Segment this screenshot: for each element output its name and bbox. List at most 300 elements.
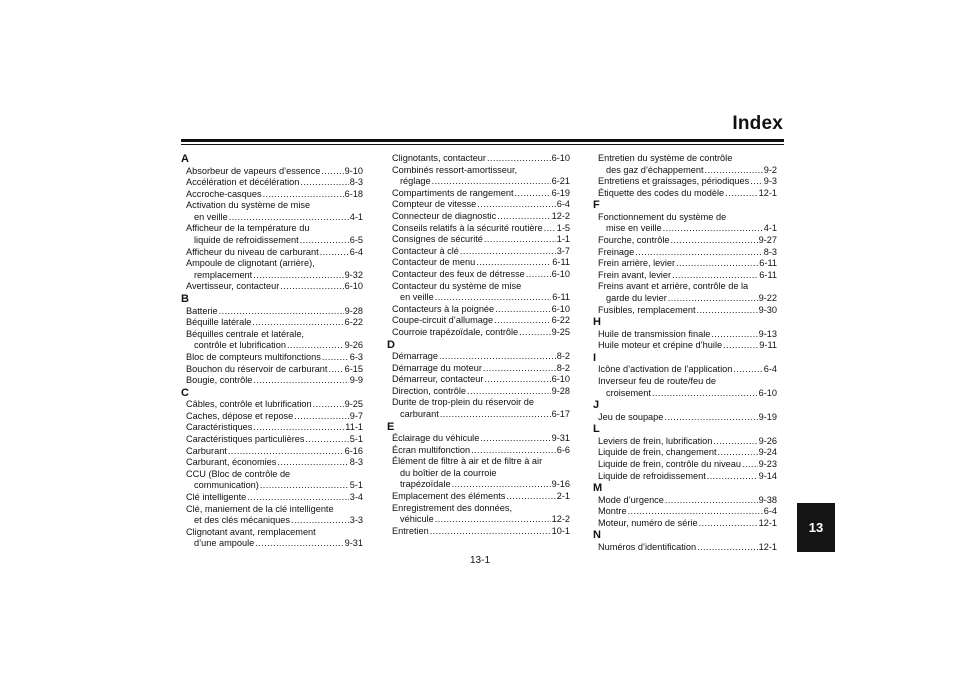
leader-dots [440, 409, 551, 421]
section-letter: L [593, 423, 600, 436]
leader-dots [718, 447, 758, 459]
index-entry [387, 257, 570, 269]
index-entry-page: 6-10 [344, 281, 363, 292]
leader-dots [484, 374, 550, 386]
index-entry-page: 9-26 [758, 435, 777, 446]
index-entry-text: Bouchon du réservoir de carburant [186, 363, 328, 374]
index-entry-page: 6-10 [551, 374, 570, 385]
index-entry-text: Démarrage du moteur [392, 362, 482, 373]
leader-dots [628, 506, 763, 518]
index-entry-text: Afficheur du niveau de carburant [186, 246, 319, 257]
index-entry-page: 9-24 [758, 447, 777, 458]
index-entry-text: Icône d’activation de l’application [598, 364, 733, 375]
index-entry-text: carburant [400, 408, 439, 419]
index-entry-page: 3-7 [556, 245, 570, 256]
index-entry-text: Numéros d’identification [598, 541, 697, 552]
leader-dots [435, 292, 552, 304]
leader-dots [460, 246, 556, 258]
leader-dots [439, 351, 556, 363]
index-entry [387, 199, 570, 211]
index-entry-page: 6-21 [551, 176, 570, 187]
leader-dots [672, 270, 758, 282]
index-entry-text: trapézoïdale [400, 479, 451, 490]
index-entry [593, 340, 777, 352]
index-entry [181, 281, 363, 293]
index-entry [387, 304, 570, 316]
leader-dots [497, 211, 550, 223]
page-number: 13-1 [469, 555, 490, 566]
leader-dots [294, 411, 348, 423]
index-entry [593, 506, 777, 518]
index-entry-page: 2-1 [556, 491, 570, 502]
index-entry-page: 9-16 [551, 479, 570, 490]
leader-dots [484, 234, 556, 246]
index-entry-text: Caractéristiques particulières [186, 433, 305, 444]
index-entry [387, 433, 570, 445]
index-entry-page: 9-32 [344, 269, 363, 280]
index-entry-text: Clignotants, contacteur [392, 153, 486, 163]
index-entry-text: Contacteur du système de mise [392, 280, 522, 291]
leader-dots [476, 257, 551, 269]
index-entry-text: Avertisseur, contacteur [186, 281, 280, 292]
index-entry [181, 189, 363, 201]
index-entry-text: Fusibles, remplacement [598, 304, 696, 315]
index-entry [181, 538, 363, 550]
index-entry-text: Freinage [598, 246, 635, 257]
index-entry-page: 6-10 [758, 387, 777, 398]
leader-dots [253, 270, 343, 282]
index-entry-page: 9-26 [344, 340, 363, 351]
section-letter: D [387, 338, 395, 351]
index-entry-page: 6-11 [552, 257, 570, 268]
leader-dots [252, 317, 343, 329]
section-letter: M [593, 482, 603, 495]
index-entry [181, 411, 363, 423]
index-entry-page: 10-1 [551, 525, 570, 536]
page-title: Index [732, 113, 783, 134]
index-entry-page: 6-11 [759, 258, 777, 269]
index-entry-text: Carburant, économies [186, 457, 277, 468]
index-entry-page: 9-7 [349, 410, 363, 421]
index-entry [593, 258, 777, 270]
index-entry [181, 399, 363, 411]
index-entry-text: Câbles, contrôle et lubrification [186, 399, 312, 410]
index-entry-page: 4-1 [349, 211, 363, 222]
index-entry-text: Entretien [392, 525, 429, 536]
leader-dots [506, 491, 555, 503]
index-entry-page: 6-4 [763, 364, 777, 375]
index-entry [593, 436, 777, 448]
index-entry-text: croisement [606, 387, 651, 398]
index-entry [181, 446, 363, 458]
section-letter: H [593, 316, 601, 329]
index-entry [593, 471, 777, 483]
index-entry-text: Afficheur de la température du [186, 223, 310, 234]
index-entry-page: 9-31 [344, 538, 363, 549]
index-entry-text: Contacteur de menu [392, 257, 476, 268]
leader-dots [228, 446, 344, 458]
index-entry-text: Béquilles centrale et latérale, [186, 328, 304, 339]
leader-dots [247, 492, 348, 504]
index-entry-text: véhicule [400, 514, 434, 525]
index-entry-page: 6-4 [556, 199, 570, 210]
index-entry [181, 306, 363, 318]
index-entry-text: Connecteur de diagnostic [392, 210, 497, 221]
index-entry-page: 9-14 [758, 470, 777, 481]
index-entry-text: Jeu de soupape [598, 411, 664, 422]
section-letter: F [593, 199, 600, 212]
index-entry [387, 526, 570, 538]
leader-dots [321, 166, 343, 178]
index-entry-page: 6-22 [551, 315, 570, 326]
index-entry-page: 9-27 [758, 235, 777, 246]
section-letter: N [593, 529, 601, 542]
index-entry-text: Démarreur, contacteur [392, 374, 484, 385]
index-entry [181, 434, 363, 446]
leader-dots [725, 188, 757, 200]
index-entry-text: réglage [400, 176, 431, 187]
index-entry-text: en veille [194, 211, 228, 222]
index-entry-page: 9-25 [344, 399, 363, 410]
index-entry-text: Inverseur feu de route/feu de [598, 376, 716, 386]
index-entry [181, 270, 363, 282]
leader-dots [665, 495, 758, 507]
index-entry [181, 375, 363, 387]
leader-dots [676, 258, 758, 270]
index-entry-page: 6-10 [551, 303, 570, 314]
index-entry-text: Freins avant et arrière, contrôle de la [598, 281, 749, 292]
leader-dots [219, 306, 344, 318]
index-entry-text: Élément de filtre à air et de filtre à air [392, 456, 543, 467]
index-entry [181, 177, 363, 189]
index-entry [387, 351, 570, 363]
index-entry-page: 8-3 [349, 177, 363, 188]
index-entry-text: en veille [400, 292, 434, 303]
leader-dots [229, 212, 349, 224]
leader-dots [471, 445, 556, 457]
leader-dots [711, 329, 757, 341]
index-entry-text: Clé, maniement de la clé intelligente [186, 503, 334, 514]
index-entry-text: Combinés ressort-amortisseur, [392, 164, 518, 175]
index-entry [181, 235, 363, 247]
index-entry-page: 8-3 [349, 457, 363, 468]
index-entry [593, 188, 777, 200]
leader-dots [432, 176, 551, 188]
index-entry-page: 6-16 [344, 445, 363, 456]
index-entry-page: 6-5 [349, 235, 363, 246]
index-entry-text: Direction, contrôle [392, 385, 467, 396]
index-entry-text: Démarrage [392, 351, 438, 361]
leader-dots [515, 188, 551, 200]
leader-dots [253, 375, 348, 387]
leader-dots [544, 223, 556, 235]
index-entry-page: 6-18 [344, 188, 363, 199]
index-column-1 [181, 153, 363, 550]
index-entry-page: 6-4 [763, 506, 777, 517]
index-entry-text: Contacteurs à la poignée [392, 303, 495, 314]
index-entry-page: 8-2 [556, 351, 570, 361]
leader-dots [697, 305, 758, 317]
leader-dots [483, 363, 556, 375]
leader-dots [487, 153, 551, 165]
leader-dots [723, 340, 758, 352]
index-entry [387, 315, 570, 327]
index-entry [593, 223, 777, 235]
leader-dots [671, 235, 758, 247]
index-entry [593, 388, 777, 400]
index-entry-page: 12-1 [758, 541, 777, 552]
index-entry-page: 6-22 [344, 317, 363, 328]
index-entry-text: Conseils relatifs à la sécurité routière [392, 222, 543, 233]
index-entry [181, 480, 363, 492]
index-entry-page: 9-2 [763, 164, 777, 175]
section-letter: J [593, 399, 600, 412]
index-entry-text: Éclairage du véhicule [392, 433, 480, 444]
index-entry-text: Mode d’urgence [598, 494, 664, 505]
index-entry [181, 340, 363, 352]
index-entry [387, 211, 570, 223]
index-entry-text: Ampoule de clignotant (arrière), [186, 258, 315, 269]
index-entry-text: communication) [194, 480, 259, 491]
index-entry [593, 459, 777, 471]
index-entry [593, 364, 777, 376]
index-entry-text: Contacteur à clé [392, 245, 459, 256]
index-entry-page: 9-22 [758, 293, 777, 304]
header-rule-thick [181, 139, 784, 142]
leader-dots [263, 189, 344, 201]
index-entry-text: Batterie [186, 305, 218, 316]
index-entry [593, 447, 777, 459]
index-entry-text: Fonctionnement du système de [598, 211, 727, 222]
index-entry-text: Fourche, contrôle [598, 235, 670, 246]
leader-dots [291, 515, 349, 527]
leader-dots [519, 327, 550, 339]
index-entry [593, 270, 777, 282]
leader-dots [750, 176, 763, 188]
index-entry-page: 12-1 [758, 187, 777, 198]
index-entry-text: Caches, dépose et repose [186, 410, 294, 421]
index-entry-text: CCU (Bloc de contrôle de [186, 468, 291, 479]
index-entry [387, 176, 570, 188]
index-entry-page: 6-11 [759, 269, 777, 280]
leader-dots [435, 514, 551, 526]
index-entry-text: Clignotant avant, remplacement [186, 526, 316, 537]
leader-dots [697, 542, 758, 554]
index-entry [181, 492, 363, 504]
leader-dots [713, 436, 757, 448]
index-entry-page: 6-10 [551, 268, 570, 279]
leader-dots [328, 364, 343, 376]
section-letter: C [181, 386, 189, 399]
index-entry [181, 422, 363, 434]
index-entry-page: 9-10 [344, 165, 363, 176]
index-entry [181, 457, 363, 469]
leader-dots [255, 538, 343, 550]
leader-dots [430, 526, 551, 538]
index-entry [593, 542, 777, 554]
index-entry [181, 212, 363, 224]
section-letter: E [387, 420, 395, 433]
index-entry [387, 153, 570, 165]
section-letter: B [181, 293, 189, 306]
index-entry-text: Carburant [186, 445, 227, 456]
leader-dots [452, 479, 551, 491]
index-entry-text: Enregistrement des données, [392, 502, 513, 513]
index-entry-text: Compteur de vitesse [392, 199, 477, 210]
index-entry-text: Compartiments de rangement [392, 187, 514, 198]
index-entry-text: liquide de refroidissement [194, 235, 299, 246]
index-entry-page: 3-4 [349, 491, 363, 502]
index-entry-page: 1-1 [556, 234, 570, 245]
index-entry-text: Étiquette des codes du modèle [598, 187, 725, 198]
index-entry-page: 9-3 [763, 176, 777, 187]
index-entry [387, 514, 570, 526]
index-entry [387, 234, 570, 246]
index-entry [593, 176, 777, 188]
index-entry-text: Frein avant, levier [598, 269, 672, 280]
index-entry-text: d’une ampoule [194, 538, 255, 549]
index-entry [593, 247, 777, 259]
leader-dots [280, 281, 343, 293]
index-entry [181, 515, 363, 527]
index-entry-text: Montre [598, 506, 627, 517]
index-entry-text: remplacement [194, 269, 253, 280]
header-rule-thin [181, 144, 784, 145]
index-column-3 [593, 153, 777, 554]
index-entry [593, 495, 777, 507]
index-entry-page: 9-31 [551, 433, 570, 444]
index-entry-text: Écran multifonction [392, 444, 471, 455]
index-entry-text: Accélération et décélération [186, 177, 300, 188]
leader-dots [495, 304, 550, 316]
leader-dots [668, 293, 758, 305]
index-entry-page: 9-13 [758, 328, 777, 339]
index-entry-text: Courroie trapézoïdale, contrôle [392, 326, 519, 337]
leader-dots [663, 223, 763, 235]
index-entry-page: 9-30 [758, 304, 777, 315]
index-entry-page: 9-28 [344, 305, 363, 316]
index-entry [387, 223, 570, 235]
leader-dots [705, 165, 763, 177]
index-entry [181, 364, 363, 376]
index-entry-text: contrôle et lubrification [194, 340, 286, 351]
index-entry-text: Absorbeur de vapeurs d’essence [186, 165, 321, 176]
index-entry [387, 479, 570, 491]
leader-dots [253, 422, 344, 434]
index-entry-text: Liquide de frein, contrôle du niveau [598, 458, 742, 469]
index-entry-page: 12-2 [551, 210, 570, 221]
index-entry-page: 6-15 [344, 363, 363, 374]
leader-dots [305, 434, 348, 446]
index-entry [387, 269, 570, 281]
section-letter: A [181, 153, 189, 165]
index-entry [387, 445, 570, 457]
index-entry [181, 247, 363, 259]
index-entry [387, 246, 570, 258]
index-entry [593, 235, 777, 247]
index-entry-text: Accroche-casques [186, 188, 262, 199]
index-entry-page: 9-38 [758, 494, 777, 505]
index-entry-page: 8-3 [763, 246, 777, 257]
index-entry [181, 317, 363, 329]
index-entry-text: Béquille latérale [186, 317, 252, 328]
index-entry-text: et des clés mécaniques [194, 515, 291, 526]
index-entry [181, 166, 363, 178]
index-entry-text: garde du levier [606, 293, 667, 304]
leader-dots [733, 364, 762, 376]
leader-dots [707, 471, 758, 483]
index-column-2 [387, 153, 570, 537]
index-entry [387, 409, 570, 421]
leader-dots [287, 340, 344, 352]
index-entry-page: 8-2 [556, 362, 570, 373]
index-entry-page: 6-17 [551, 408, 570, 419]
index-entry-text: Durite de trop-plein du réservoir de [392, 397, 534, 408]
index-entry-text: Huile de transmission finale [598, 328, 711, 339]
leader-dots [277, 457, 348, 469]
index-entry-page: 11-1 [345, 422, 363, 433]
leader-dots [664, 412, 757, 424]
index-entry-text: Bloc de compteurs multifonctions [186, 351, 321, 362]
leader-dots [742, 459, 758, 471]
index-entry-text: Emplacement des éléments [392, 491, 506, 502]
index-entry-page: 9-28 [551, 385, 570, 396]
index-entry-text: Activation du système de mise [186, 200, 311, 211]
index-entry-text: Liquide de frein, changement [598, 447, 717, 458]
leader-dots [477, 199, 555, 211]
index-entry-text: Caractéristiques [186, 422, 253, 433]
index-entry [593, 165, 777, 177]
index-entry [387, 374, 570, 386]
index-entry-page: 3-3 [349, 515, 363, 526]
leader-dots [652, 388, 758, 400]
index-entry-text: Entretien du système de contrôle [598, 153, 733, 163]
leader-dots [467, 386, 551, 398]
index-entry-page: 4-1 [763, 223, 777, 234]
leader-dots [300, 177, 348, 189]
index-entry [593, 518, 777, 530]
index-entry [387, 188, 570, 200]
index-entry [387, 363, 570, 375]
leader-dots [480, 433, 550, 445]
index-entry-text: Consignes de sécurité [392, 234, 483, 245]
index-entry-text: Moteur, numéro de série [598, 517, 698, 528]
index-entry [593, 305, 777, 317]
leader-dots [635, 247, 762, 259]
leader-dots [699, 518, 758, 530]
index-entry-text: Leviers de frein, lubrification [598, 435, 713, 446]
index-entry [593, 329, 777, 341]
index-entry-text: mise en veille [606, 223, 662, 234]
index-entry-text: des gaz d’échappement [606, 164, 704, 175]
index-entry-page: 6-10 [551, 153, 570, 163]
index-entry-page: 5-1 [349, 433, 363, 444]
index-entry-text: Frein arrière, levier [598, 258, 676, 269]
index-entry [593, 293, 777, 305]
index-entry-page: 6-4 [349, 246, 363, 257]
index-entry-page: 9-9 [349, 375, 363, 386]
index-entry [387, 491, 570, 503]
index-entry-page: 12-2 [551, 514, 570, 525]
index-entry-page: 9-19 [758, 411, 777, 422]
index-entry-text: Clé intelligente [186, 491, 247, 502]
leader-dots [313, 399, 344, 411]
index-entry-text: Bougie, contrôle [186, 375, 253, 386]
index-entry-text: du boîtier de la courroie [400, 467, 497, 478]
chapter-tab: 13 [797, 503, 835, 552]
index-entry-page: 6-6 [556, 444, 570, 455]
leader-dots [494, 315, 550, 327]
